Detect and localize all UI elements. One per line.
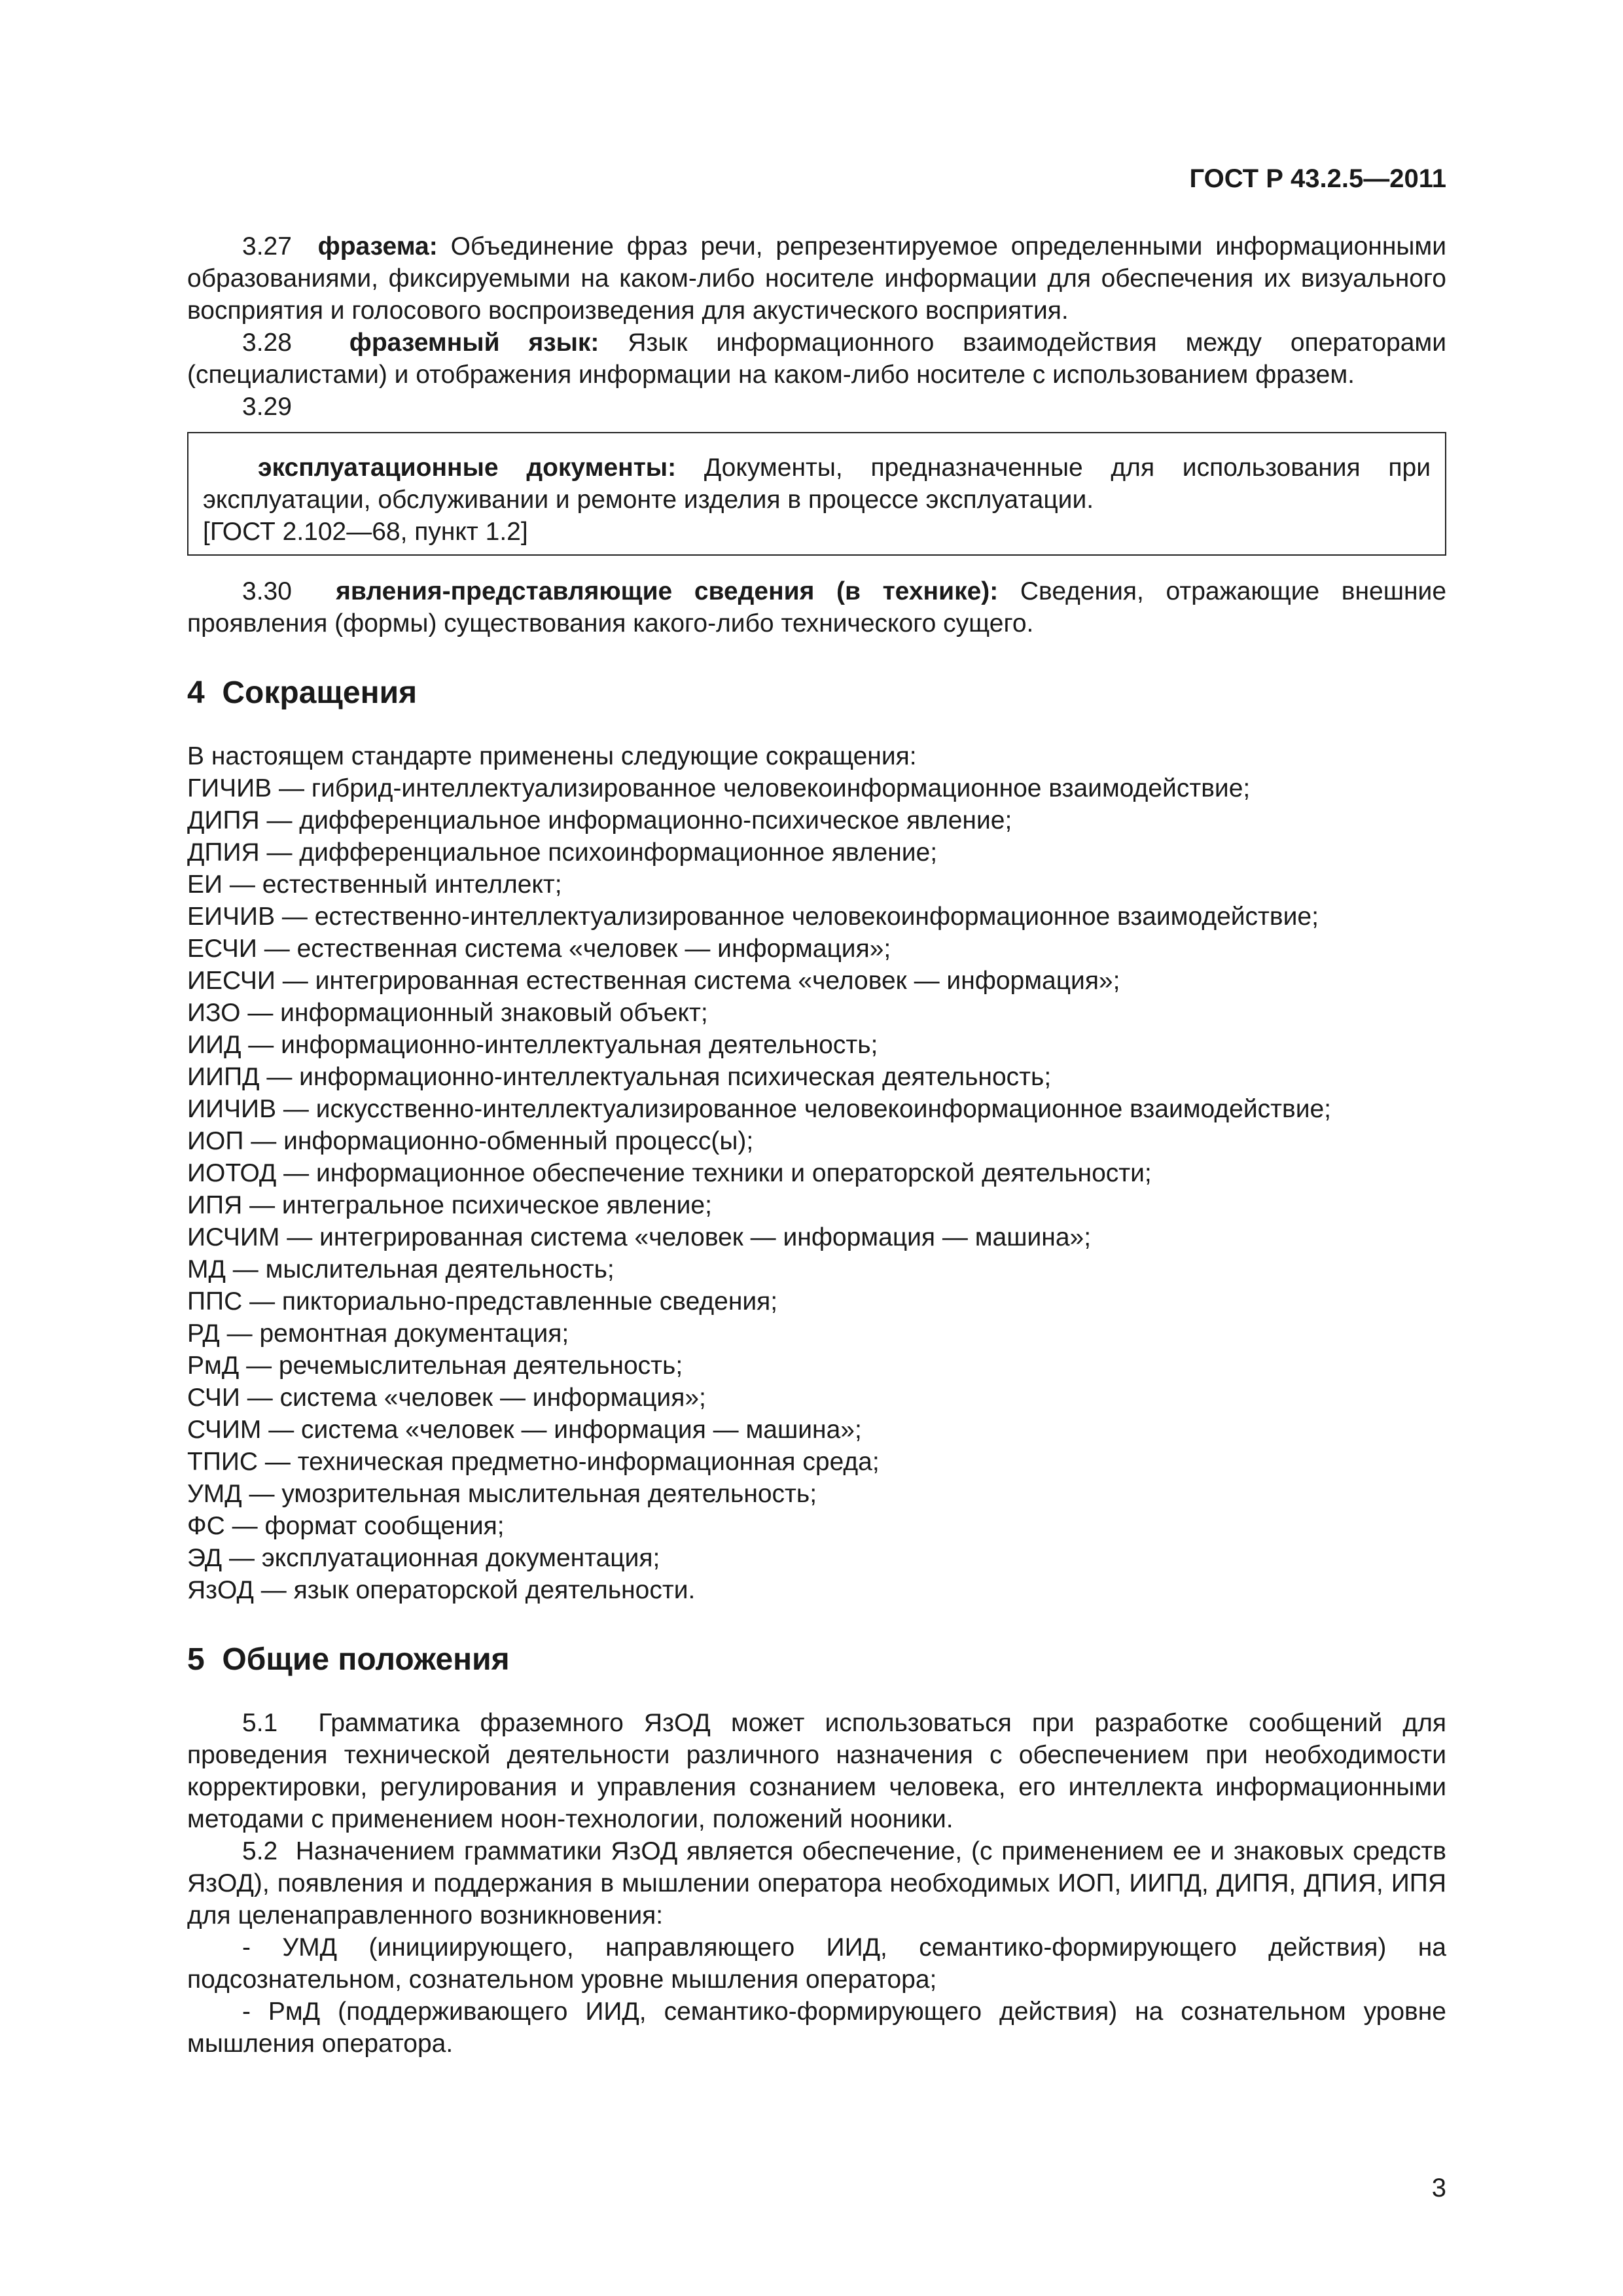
term-3-29-box <box>187 432 1446 556</box>
abbreviation-item: СЧИ — система «человек — информация»; <box>187 1384 706 1412</box>
abbreviation-item: ИОТОД — информационное обеспечение техники и операторской деятельности; <box>187 1159 1152 1187</box>
abbreviation-item: ППС — пикториально-представленные сведения; <box>187 1287 778 1316</box>
term-3-30 <box>187 575 1446 639</box>
document-body <box>187 230 1454 2060</box>
abbreviation-item: УМД — умозрительная мыслительная деятельность; <box>187 1480 817 1508</box>
abbreviation-item: РД — ремонтная документация; <box>187 1319 569 1348</box>
abbreviations-list <box>187 740 1446 1606</box>
term-definition: Сведения, отражающие внешние проявления (формы) существования какого-либо технического сущего. <box>187 577 1447 637</box>
abbreviation-item: ЕИЧИВ — естественно-интеллектуализированное человекоинформационное взаимодействие; <box>187 903 1319 931</box>
term-name: фраземный язык: <box>349 329 599 357</box>
term-definition: Язык информационного взаимодействия между операторами (специалистами) и отображения информации на каком-либо носителе с использованием фразем. <box>187 329 1446 389</box>
abbreviation-item: ЕСЧИ — естественная система «человек — информация»; <box>187 935 891 963</box>
abbreviation-item: ТПИС — техническая предметно-информационная среда; <box>187 1448 880 1476</box>
list-item: - РмД (поддерживающего ИИД, семантико-формирующего действия) на сознательном уровне мышления оператора. <box>187 1998 1446 2058</box>
paragraph-5-1: 5.1 Грамматика фраземного ЯзОД может использоваться при разработке сообщений для проведения технической деятельности различного назначения с обеспечением при необходимости корректировки, регулирования и управления сознанием человека, его интеллекта информационными методами с применением ноон-технологии, положений нооники. <box>187 1709 1454 1833</box>
abbreviation-item: ИПЯ — интегральное психическое явление; <box>187 1191 712 1219</box>
abbreviation-item: ДИПЯ — дифференциальное информационно-психическое явление; <box>187 806 1012 834</box>
section-5-heading: 5 Общие положения <box>187 1642 510 1677</box>
abbreviation-item: СЧИМ — система «человек — информация — машина»; <box>187 1416 862 1444</box>
term-definition: Документы, предназначенные для использования при эксплуатации, обслуживании и ремонте изделия в процессе эксплуатации. <box>203 454 1431 514</box>
section-4-heading: 4 Сокращения <box>187 675 418 710</box>
abbreviation-item: ИОП — информационно-обменный процесс(ы); <box>187 1127 754 1155</box>
term-name: фразема: <box>317 232 438 260</box>
document-header: ГОСТ Р 43.2.5—2011 <box>1189 164 1446 193</box>
term-3-29-number: 3.29 <box>242 393 292 421</box>
term-3-28 <box>187 327 1446 391</box>
term-source-reference: [ГОСТ 2.102—68, пункт 1.2] <box>203 518 528 546</box>
term-definition: Объединение фраз речи, репрезентируемое определенными информационными образованиями, фиксируемыми на каком-либо носителе информации для обеспечения их визуального восприятия и голосового воспроизведения для акустического восприятия. <box>187 232 1446 325</box>
abbreviation-item: ГИЧИВ — гибрид-интеллектуализированное человекоинформационное взаимодействие; <box>187 774 1251 802</box>
page-number: 3 <box>1431 2174 1446 2202</box>
term-number: 3.28 <box>242 329 292 357</box>
term-name: явления-представляющие сведения (в технике): <box>336 577 999 605</box>
abbreviation-item: ИИПД — информационно-интеллектуальная психическая деятельность; <box>187 1063 1052 1091</box>
term-number: 3.27 <box>242 232 292 260</box>
abbreviation-item: ЭД — эксплуатационная документация; <box>187 1544 660 1572</box>
term-name: эксплуатационные документы: <box>258 454 677 482</box>
abbreviation-item: ДПИЯ — дифференциальное психоинформационное явление; <box>187 838 938 867</box>
list-item: - УМД (инициирующего, направляющего ИИД, семантико-формирующего действия) на подсознательном, сознательном уровне мышления оператора; <box>187 1933 1446 1994</box>
abbreviation-item: ИИЧИВ — искусственно-интеллектуализированное человекоинформационное взаимодействие; <box>187 1095 1332 1123</box>
paragraph-5-2: 5.2 Назначением грамматики ЯзОД является обеспечение, (с применением ее и знаковых средств ЯзОД), появления и поддержания в мышлении оператора необходимых ИОП, ИИПД, ДИПЯ, ДПИЯ, ИПЯ для целенаправленного возникновения: <box>187 1837 1454 1929</box>
abbreviation-item: ИИД — информационно-интеллектуальная деятельность; <box>187 1031 878 1059</box>
abbreviation-item: РмД — речемыслительная деятельность; <box>187 1352 683 1380</box>
abbreviation-item: ИЕСЧИ — интегрированная естественная система «человек — информация»; <box>187 967 1120 995</box>
abbreviation-item: ИСЧИМ — интегрированная система «человек — информация — машина»; <box>187 1223 1092 1251</box>
term-3-29 <box>203 452 1431 516</box>
abbreviations-intro: В настоящем стандарте применены следующие сокращения: <box>187 742 917 770</box>
abbreviation-item: ФС — формат сообщения; <box>187 1512 505 1540</box>
term-number: 3.30 <box>242 577 292 605</box>
abbreviation-item: ЯзОД — язык операторской деятельности. <box>187 1576 696 1604</box>
term-3-27 <box>187 230 1446 327</box>
abbreviation-item: ЕИ — естественный интеллект; <box>187 870 562 899</box>
abbreviation-item: МД — мыслительная деятельность; <box>187 1255 615 1283</box>
abbreviation-item: ИЗО — информационный знаковый объект; <box>187 999 708 1027</box>
